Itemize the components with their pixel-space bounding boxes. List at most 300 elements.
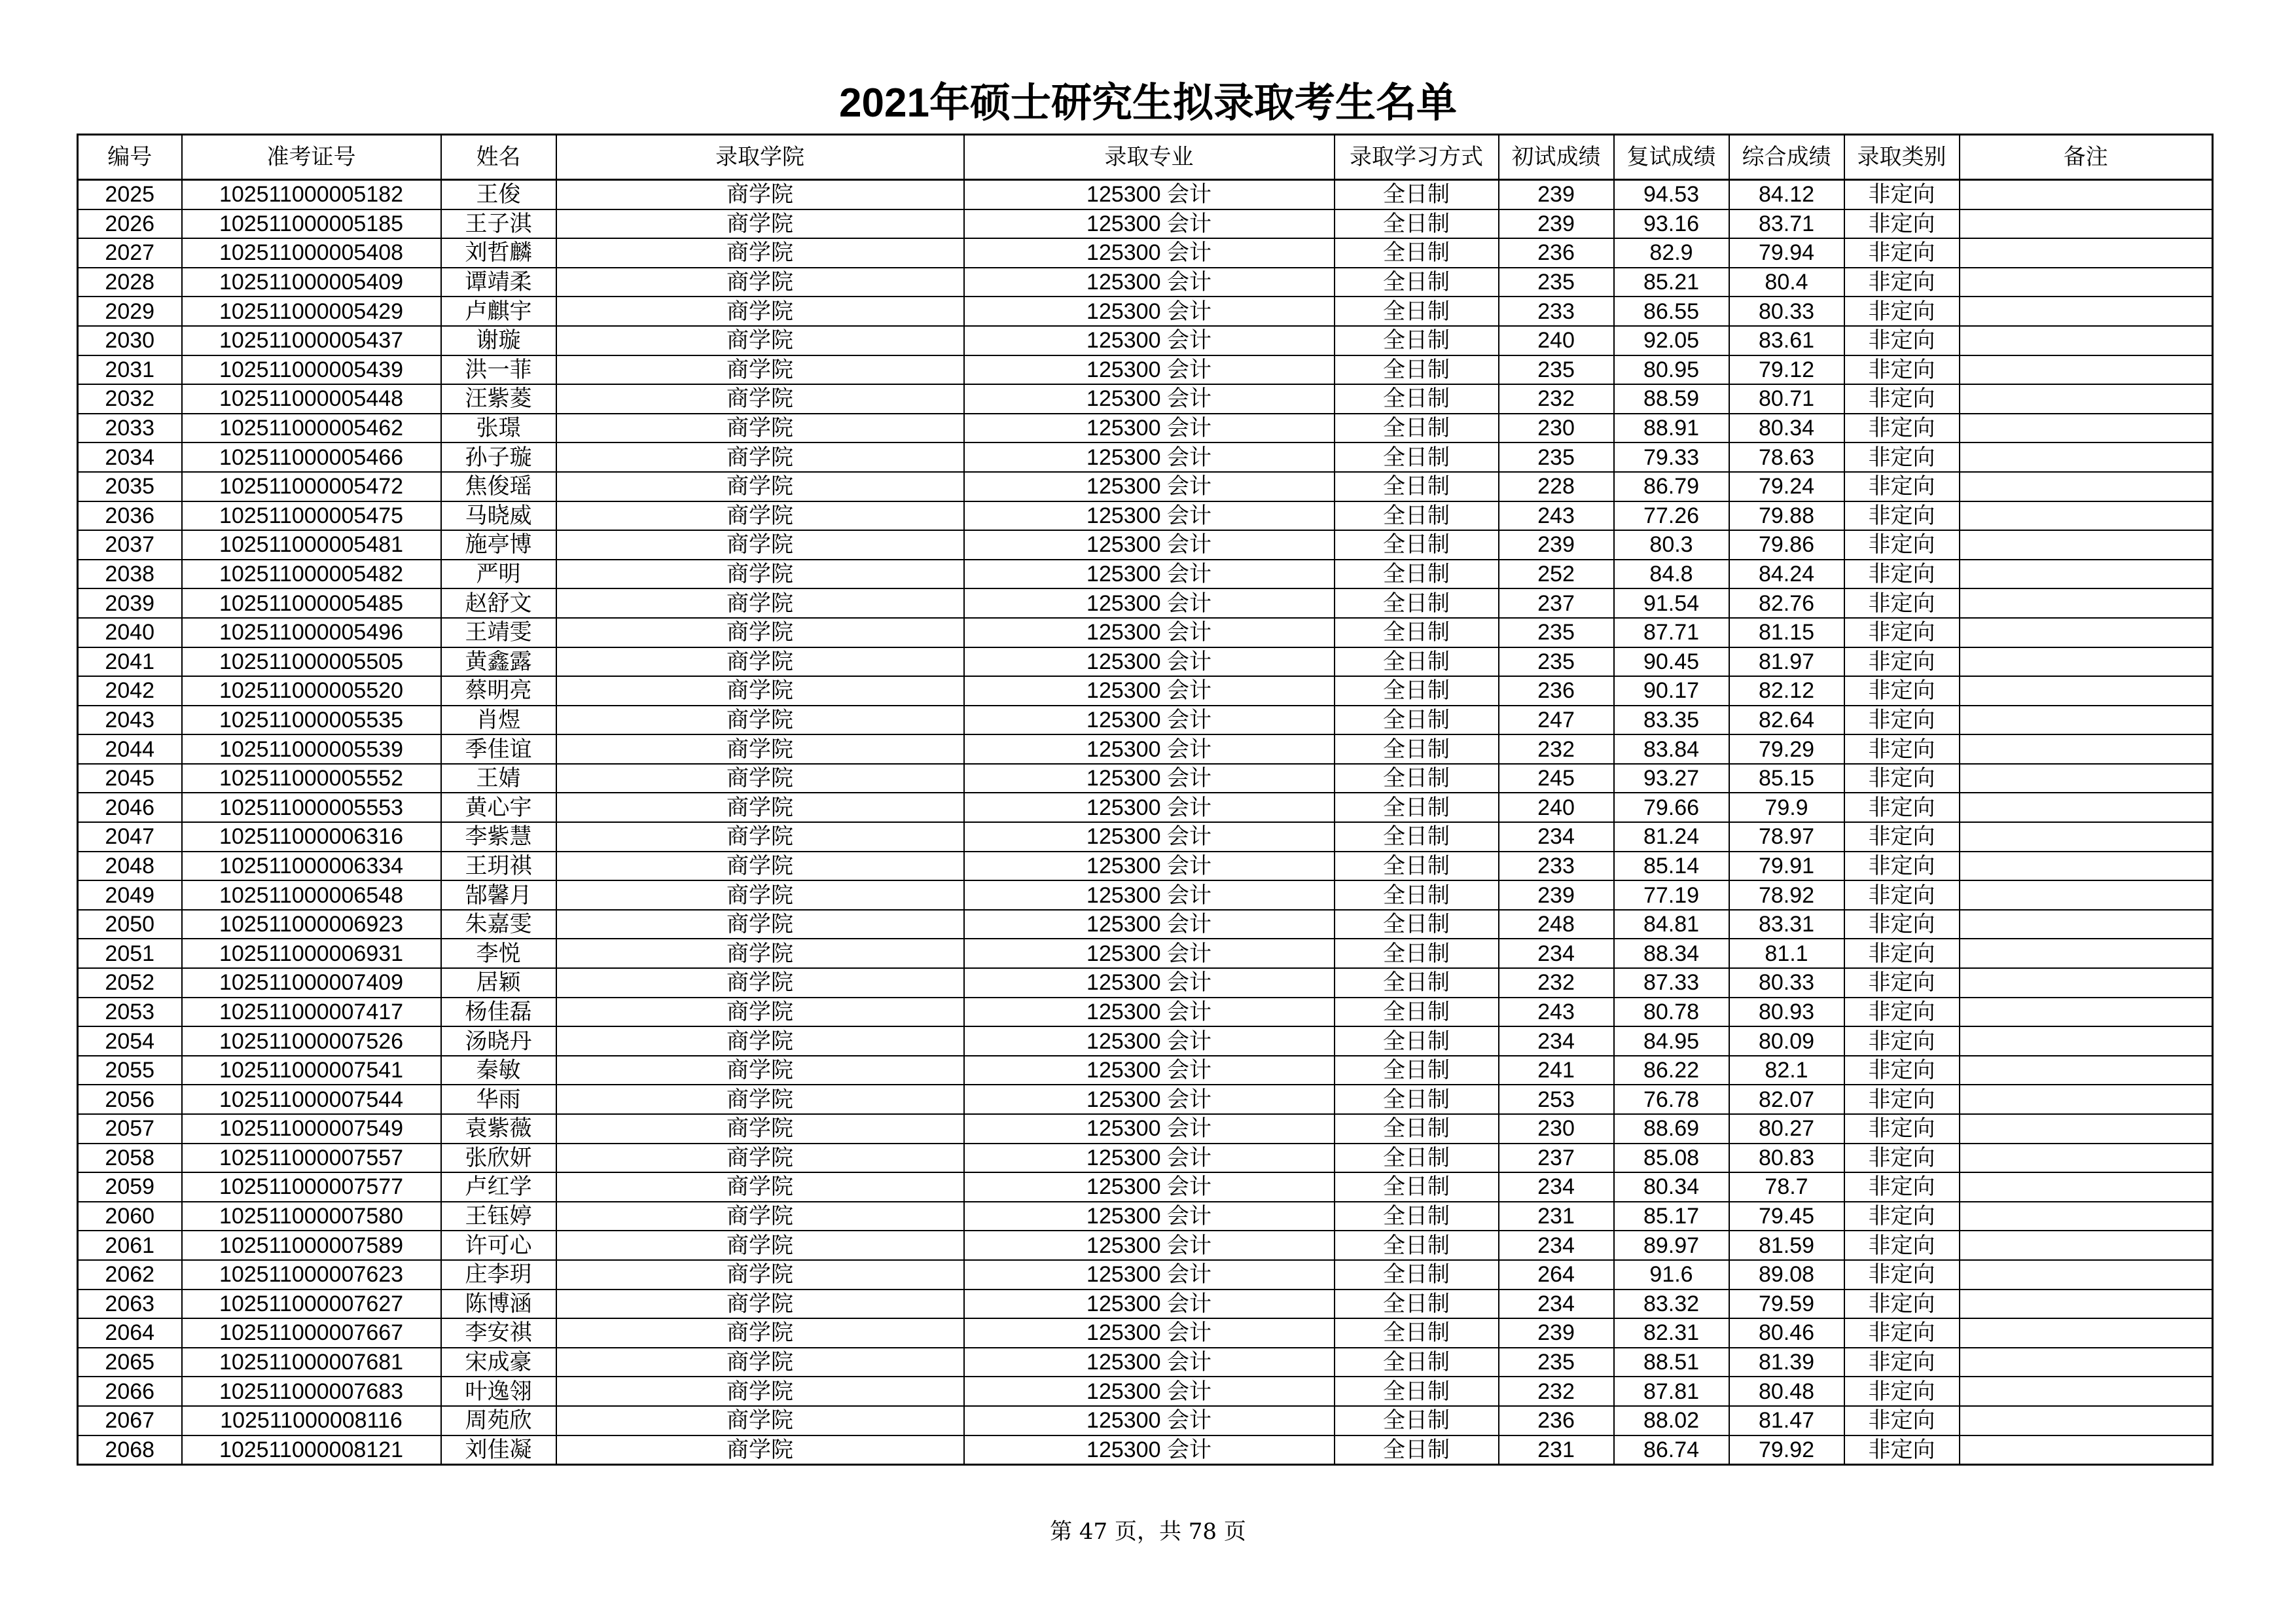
- cell-category: 非定向: [1844, 1348, 1960, 1377]
- cell-name: 谢璇: [441, 326, 556, 355]
- cell-exam-id: 102511000005462: [182, 414, 441, 443]
- cell-name: 蔡明亮: [441, 676, 556, 706]
- cell-remarks: [1960, 1085, 2213, 1114]
- cell-name: 王靖雯: [441, 618, 556, 647]
- cell-major: 125300 会计: [964, 1144, 1335, 1173]
- cell-major: 125300 会计: [964, 1085, 1335, 1114]
- cell-major: 125300 会计: [964, 968, 1335, 998]
- cell-category: 非定向: [1844, 968, 1960, 998]
- cell-retest-score: 91.54: [1614, 588, 1729, 618]
- cell-number: 2035: [78, 472, 182, 501]
- cell-exam-id: 102511000006931: [182, 939, 441, 968]
- cell-number: 2068: [78, 1435, 182, 1465]
- cell-retest-score: 83.84: [1614, 734, 1729, 764]
- cell-college: 商学院: [556, 297, 964, 326]
- header-col-major: 录取专业: [964, 135, 1335, 180]
- cell-exam-id: 102511000005520: [182, 676, 441, 706]
- cell-college: 商学院: [556, 1026, 964, 1056]
- cell-number: 2033: [78, 414, 182, 443]
- cell-retest-score: 81.24: [1614, 822, 1729, 852]
- cell-study-mode: 全日制: [1335, 326, 1499, 355]
- cell-name: 王俊: [441, 180, 556, 209]
- cell-study-mode: 全日制: [1335, 180, 1499, 209]
- cell-major: 125300 会计: [964, 793, 1335, 822]
- cell-remarks: [1960, 647, 2213, 677]
- cell-major: 125300 会计: [964, 1318, 1335, 1348]
- cell-prelim-score: 232: [1499, 384, 1614, 414]
- cell-total-score: 79.45: [1729, 1202, 1844, 1231]
- cell-exam-id: 102511000007681: [182, 1348, 441, 1377]
- cell-exam-id: 102511000005539: [182, 734, 441, 764]
- cell-total-score: 83.71: [1729, 209, 1844, 239]
- cell-name: 严明: [441, 560, 556, 589]
- cell-category: 非定向: [1844, 1172, 1960, 1202]
- cell-major: 125300 会计: [964, 1406, 1335, 1435]
- cell-total-score: 78.7: [1729, 1172, 1844, 1202]
- cell-remarks: [1960, 560, 2213, 589]
- cell-college: 商学院: [556, 939, 964, 968]
- cell-college: 商学院: [556, 180, 964, 209]
- cell-major: 125300 会计: [964, 910, 1335, 939]
- cell-exam-id: 102511000007683: [182, 1377, 441, 1406]
- table-row: [78, 1202, 2213, 1231]
- cell-total-score: 79.29: [1729, 734, 1844, 764]
- cell-number: 2046: [78, 793, 182, 822]
- cell-total-score: 81.1: [1729, 939, 1844, 968]
- table-row: [78, 442, 2213, 472]
- cell-total-score: 80.33: [1729, 968, 1844, 998]
- cell-name: 马晓威: [441, 501, 556, 531]
- cell-total-score: 79.92: [1729, 1435, 1844, 1465]
- cell-retest-score: 84.95: [1614, 1026, 1729, 1056]
- cell-major: 125300 会计: [964, 472, 1335, 501]
- cell-prelim-score: 234: [1499, 1172, 1614, 1202]
- cell-prelim-score: 237: [1499, 588, 1614, 618]
- cell-remarks: [1960, 939, 2213, 968]
- cell-study-mode: 全日制: [1335, 1435, 1499, 1465]
- cell-name: 叶逸翎: [441, 1377, 556, 1406]
- table-row: [78, 297, 2213, 326]
- table-row: [78, 968, 2213, 998]
- cell-remarks: [1960, 384, 2213, 414]
- cell-total-score: 84.24: [1729, 560, 1844, 589]
- cell-name: 王玥祺: [441, 852, 556, 881]
- cell-number: 2063: [78, 1290, 182, 1319]
- table-row: [78, 1290, 2213, 1319]
- table-row: [78, 268, 2213, 297]
- cell-category: 非定向: [1844, 676, 1960, 706]
- cell-major: 125300 会计: [964, 588, 1335, 618]
- cell-prelim-score: 232: [1499, 1377, 1614, 1406]
- cell-number: 2050: [78, 910, 182, 939]
- cell-prelim-score: 233: [1499, 297, 1614, 326]
- table-row: [78, 472, 2213, 501]
- cell-study-mode: 全日制: [1335, 852, 1499, 881]
- cell-exam-id: 102511000005475: [182, 501, 441, 531]
- cell-number: 2027: [78, 238, 182, 268]
- cell-prelim-score: 239: [1499, 530, 1614, 560]
- cell-prelim-score: 239: [1499, 880, 1614, 910]
- cell-prelim-score: 243: [1499, 501, 1614, 531]
- cell-retest-score: 85.14: [1614, 852, 1729, 881]
- cell-category: 非定向: [1844, 355, 1960, 385]
- table-row: [78, 1056, 2213, 1085]
- cell-college: 商学院: [556, 1406, 964, 1435]
- cell-name: 郜馨月: [441, 880, 556, 910]
- cell-college: 商学院: [556, 880, 964, 910]
- cell-college: 商学院: [556, 1348, 964, 1377]
- cell-remarks: [1960, 1144, 2213, 1173]
- cell-college: 商学院: [556, 852, 964, 881]
- cell-total-score: 82.64: [1729, 706, 1844, 735]
- table-row: [78, 706, 2213, 735]
- cell-major: 125300 会计: [964, 1260, 1335, 1290]
- table-row: [78, 1435, 2213, 1465]
- cell-prelim-score: 235: [1499, 618, 1614, 647]
- cell-retest-score: 87.71: [1614, 618, 1729, 647]
- cell-remarks: [1960, 1377, 2213, 1406]
- cell-remarks: [1960, 852, 2213, 881]
- cell-name: 周苑欣: [441, 1406, 556, 1435]
- cell-remarks: [1960, 588, 2213, 618]
- table-row: [78, 618, 2213, 647]
- cell-name: 刘哲麟: [441, 238, 556, 268]
- cell-name: 谭靖柔: [441, 268, 556, 297]
- cell-study-mode: 全日制: [1335, 530, 1499, 560]
- cell-retest-score: 84.81: [1614, 910, 1729, 939]
- table-row: [78, 880, 2213, 910]
- cell-category: 非定向: [1844, 939, 1960, 968]
- cell-name: 袁紫薇: [441, 1114, 556, 1144]
- cell-major: 125300 会计: [964, 618, 1335, 647]
- cell-total-score: 79.94: [1729, 238, 1844, 268]
- cell-prelim-score: 243: [1499, 998, 1614, 1027]
- cell-total-score: 78.63: [1729, 442, 1844, 472]
- cell-college: 商学院: [556, 560, 964, 589]
- cell-prelim-score: 253: [1499, 1085, 1614, 1114]
- cell-exam-id: 102511000005535: [182, 706, 441, 735]
- cell-category: 非定向: [1844, 1026, 1960, 1056]
- cell-college: 商学院: [556, 618, 964, 647]
- cell-total-score: 78.92: [1729, 880, 1844, 910]
- cell-remarks: [1960, 180, 2213, 209]
- cell-number: 2039: [78, 588, 182, 618]
- cell-number: 2051: [78, 939, 182, 968]
- cell-major: 125300 会计: [964, 852, 1335, 881]
- cell-exam-id: 102511000008121: [182, 1435, 441, 1465]
- cell-number: 2067: [78, 1406, 182, 1435]
- cell-total-score: 81.39: [1729, 1348, 1844, 1377]
- cell-major: 125300 会计: [964, 238, 1335, 268]
- cell-college: 商学院: [556, 238, 964, 268]
- cell-category: 非定向: [1844, 588, 1960, 618]
- cell-prelim-score: 235: [1499, 442, 1614, 472]
- cell-study-mode: 全日制: [1335, 706, 1499, 735]
- cell-name: 洪一菲: [441, 355, 556, 385]
- cell-total-score: 89.08: [1729, 1260, 1844, 1290]
- cell-study-mode: 全日制: [1335, 793, 1499, 822]
- cell-number: 2060: [78, 1202, 182, 1231]
- table-row: [78, 1144, 2213, 1173]
- table-row: [78, 1318, 2213, 1348]
- cell-remarks: [1960, 238, 2213, 268]
- cell-remarks: [1960, 530, 2213, 560]
- cell-college: 商学院: [556, 822, 964, 852]
- cell-exam-id: 102511000006334: [182, 852, 441, 881]
- cell-exam-id: 102511000007577: [182, 1172, 441, 1202]
- cell-number: 2029: [78, 297, 182, 326]
- cell-total-score: 82.12: [1729, 676, 1844, 706]
- cell-exam-id: 102511000007549: [182, 1114, 441, 1144]
- cell-name: 刘佳凝: [441, 1435, 556, 1465]
- table-row: [78, 939, 2213, 968]
- cell-category: 非定向: [1844, 530, 1960, 560]
- table-row: [78, 1406, 2213, 1435]
- table-row: [78, 588, 2213, 618]
- cell-exam-id: 102511000005496: [182, 618, 441, 647]
- cell-study-mode: 全日制: [1335, 998, 1499, 1027]
- cell-major: 125300 会计: [964, 414, 1335, 443]
- cell-name: 陈博涵: [441, 1290, 556, 1319]
- cell-number: 2048: [78, 852, 182, 881]
- cell-retest-score: 88.91: [1614, 414, 1729, 443]
- cell-remarks: [1960, 998, 2213, 1027]
- cell-number: 2064: [78, 1318, 182, 1348]
- cell-remarks: [1960, 501, 2213, 531]
- cell-category: 非定向: [1844, 1085, 1960, 1114]
- cell-name: 杨佳磊: [441, 998, 556, 1027]
- cell-total-score: 82.76: [1729, 588, 1844, 618]
- table-row: [78, 530, 2213, 560]
- cell-category: 非定向: [1844, 1377, 1960, 1406]
- cell-retest-score: 90.45: [1614, 647, 1729, 677]
- cell-retest-score: 86.55: [1614, 297, 1729, 326]
- cell-retest-score: 76.78: [1614, 1085, 1729, 1114]
- cell-remarks: [1960, 910, 2213, 939]
- cell-total-score: 79.91: [1729, 852, 1844, 881]
- cell-study-mode: 全日制: [1335, 939, 1499, 968]
- cell-retest-score: 88.34: [1614, 939, 1729, 968]
- cell-major: 125300 会计: [964, 822, 1335, 852]
- cell-retest-score: 88.02: [1614, 1406, 1729, 1435]
- cell-study-mode: 全日制: [1335, 472, 1499, 501]
- cell-category: 非定向: [1844, 764, 1960, 793]
- cell-major: 125300 会计: [964, 647, 1335, 677]
- cell-category: 非定向: [1844, 998, 1960, 1027]
- cell-prelim-score: 233: [1499, 852, 1614, 881]
- cell-retest-score: 84.8: [1614, 560, 1729, 589]
- cell-total-score: 78.97: [1729, 822, 1844, 852]
- cell-college: 商学院: [556, 1056, 964, 1085]
- cell-retest-score: 87.81: [1614, 1377, 1729, 1406]
- cell-total-score: 80.71: [1729, 384, 1844, 414]
- cell-exam-id: 102511000008116: [182, 1406, 441, 1435]
- cell-total-score: 83.31: [1729, 910, 1844, 939]
- cell-prelim-score: 240: [1499, 793, 1614, 822]
- cell-remarks: [1960, 880, 2213, 910]
- cell-college: 商学院: [556, 793, 964, 822]
- cell-remarks: [1960, 1172, 2213, 1202]
- cell-retest-score: 80.78: [1614, 998, 1729, 1027]
- cell-remarks: [1960, 706, 2213, 735]
- cell-exam-id: 102511000005439: [182, 355, 441, 385]
- cell-category: 非定向: [1844, 472, 1960, 501]
- table-row: [78, 1348, 2213, 1377]
- cell-study-mode: 全日制: [1335, 880, 1499, 910]
- cell-major: 125300 会计: [964, 384, 1335, 414]
- cell-major: 125300 会计: [964, 1202, 1335, 1231]
- cell-remarks: [1960, 297, 2213, 326]
- cell-college: 商学院: [556, 706, 964, 735]
- cell-study-mode: 全日制: [1335, 910, 1499, 939]
- cell-retest-score: 80.34: [1614, 1172, 1729, 1202]
- cell-exam-id: 102511000007623: [182, 1260, 441, 1290]
- table-row: [78, 1114, 2213, 1144]
- cell-college: 商学院: [556, 1260, 964, 1290]
- cell-exam-id: 102511000007541: [182, 1056, 441, 1085]
- cell-major: 125300 会计: [964, 326, 1335, 355]
- cell-category: 非定向: [1844, 1231, 1960, 1260]
- cell-number: 2055: [78, 1056, 182, 1085]
- table-row: [78, 998, 2213, 1027]
- cell-prelim-score: 239: [1499, 1318, 1614, 1348]
- cell-prelim-score: 236: [1499, 238, 1614, 268]
- cell-study-mode: 全日制: [1335, 1406, 1499, 1435]
- table-row: [78, 1085, 2213, 1114]
- cell-total-score: 81.47: [1729, 1406, 1844, 1435]
- cell-college: 商学院: [556, 1231, 964, 1260]
- cell-study-mode: 全日制: [1335, 734, 1499, 764]
- cell-exam-id: 102511000007589: [182, 1231, 441, 1260]
- cell-total-score: 82.07: [1729, 1085, 1844, 1114]
- cell-exam-id: 102511000007417: [182, 998, 441, 1027]
- cell-college: 商学院: [556, 734, 964, 764]
- table-row: [78, 1377, 2213, 1406]
- cell-prelim-score: 234: [1499, 1231, 1614, 1260]
- header-col-study-mode: 录取学习方式: [1335, 135, 1499, 180]
- table-row: [78, 209, 2213, 239]
- cell-exam-id: 102511000005182: [182, 180, 441, 209]
- table-row: [78, 414, 2213, 443]
- cell-study-mode: 全日制: [1335, 1172, 1499, 1202]
- cell-prelim-score: 248: [1499, 910, 1614, 939]
- cell-total-score: 79.59: [1729, 1290, 1844, 1319]
- cell-number: 2028: [78, 268, 182, 297]
- cell-retest-score: 93.16: [1614, 209, 1729, 239]
- cell-study-mode: 全日制: [1335, 501, 1499, 531]
- cell-retest-score: 90.17: [1614, 676, 1729, 706]
- cell-retest-score: 86.79: [1614, 472, 1729, 501]
- cell-number: 2065: [78, 1348, 182, 1377]
- cell-major: 125300 会计: [964, 1114, 1335, 1144]
- cell-retest-score: 92.05: [1614, 326, 1729, 355]
- cell-college: 商学院: [556, 414, 964, 443]
- table-row: [78, 326, 2213, 355]
- page-title: 2021年硕士研究生拟录取考生名单: [839, 81, 1457, 126]
- cell-retest-score: 79.33: [1614, 442, 1729, 472]
- cell-retest-score: 80.3: [1614, 530, 1729, 560]
- cell-prelim-score: 234: [1499, 822, 1614, 852]
- header-col-total-score: 综合成绩: [1729, 135, 1844, 180]
- cell-category: 非定向: [1844, 618, 1960, 647]
- cell-college: 商学院: [556, 1114, 964, 1144]
- cell-name: 华雨: [441, 1085, 556, 1114]
- table-row: [78, 852, 2213, 881]
- cell-college: 商学院: [556, 647, 964, 677]
- cell-category: 非定向: [1844, 706, 1960, 735]
- cell-retest-score: 88.51: [1614, 1348, 1729, 1377]
- cell-name: 李悦: [441, 939, 556, 968]
- cell-prelim-score: 232: [1499, 968, 1614, 998]
- cell-total-score: 81.59: [1729, 1231, 1844, 1260]
- cell-exam-id: 102511000005185: [182, 209, 441, 239]
- cell-number: 2025: [78, 180, 182, 209]
- cell-study-mode: 全日制: [1335, 1056, 1499, 1085]
- cell-college: 商学院: [556, 1318, 964, 1348]
- cell-college: 商学院: [556, 384, 964, 414]
- cell-remarks: [1960, 618, 2213, 647]
- table-row: [78, 384, 2213, 414]
- cell-study-mode: 全日制: [1335, 764, 1499, 793]
- cell-prelim-score: 228: [1499, 472, 1614, 501]
- cell-study-mode: 全日制: [1335, 1231, 1499, 1260]
- cell-study-mode: 全日制: [1335, 1114, 1499, 1144]
- cell-category: 非定向: [1844, 1435, 1960, 1465]
- cell-name: 居颖: [441, 968, 556, 998]
- table-body: [78, 180, 2213, 1465]
- header-col-retest-score: 复试成绩: [1614, 135, 1729, 180]
- cell-retest-score: 89.97: [1614, 1231, 1729, 1260]
- table-row: [78, 560, 2213, 589]
- cell-study-mode: 全日制: [1335, 355, 1499, 385]
- cell-major: 125300 会计: [964, 209, 1335, 239]
- cell-category: 非定向: [1844, 560, 1960, 589]
- cell-study-mode: 全日制: [1335, 442, 1499, 472]
- cell-study-mode: 全日制: [1335, 209, 1499, 239]
- cell-exam-id: 102511000005481: [182, 530, 441, 560]
- cell-category: 非定向: [1844, 880, 1960, 910]
- cell-study-mode: 全日制: [1335, 1026, 1499, 1056]
- cell-category: 非定向: [1844, 1260, 1960, 1290]
- cell-college: 商学院: [556, 501, 964, 531]
- cell-college: 商学院: [556, 1144, 964, 1173]
- cell-exam-id: 102511000005552: [182, 764, 441, 793]
- cell-category: 非定向: [1844, 1114, 1960, 1144]
- cell-study-mode: 全日制: [1335, 822, 1499, 852]
- cell-category: 非定向: [1844, 734, 1960, 764]
- cell-exam-id: 102511000007544: [182, 1085, 441, 1114]
- cell-prelim-score: 237: [1499, 1144, 1614, 1173]
- cell-college: 商学院: [556, 1202, 964, 1231]
- table-row: [78, 1231, 2213, 1260]
- cell-number: 2057: [78, 1114, 182, 1144]
- cell-name: 汤晓丹: [441, 1026, 556, 1056]
- cell-remarks: [1960, 268, 2213, 297]
- cell-retest-score: 79.66: [1614, 793, 1729, 822]
- table-row: [78, 238, 2213, 268]
- admission-table: [77, 134, 2214, 1466]
- cell-major: 125300 会计: [964, 764, 1335, 793]
- cell-exam-id: 102511000006316: [182, 822, 441, 852]
- cell-major: 125300 会计: [964, 706, 1335, 735]
- cell-category: 非定向: [1844, 1202, 1960, 1231]
- cell-total-score: 79.9: [1729, 793, 1844, 822]
- cell-total-score: 80.46: [1729, 1318, 1844, 1348]
- cell-prelim-score: 252: [1499, 560, 1614, 589]
- cell-total-score: 80.09: [1729, 1026, 1844, 1056]
- cell-remarks: [1960, 1202, 2213, 1231]
- cell-major: 125300 会计: [964, 530, 1335, 560]
